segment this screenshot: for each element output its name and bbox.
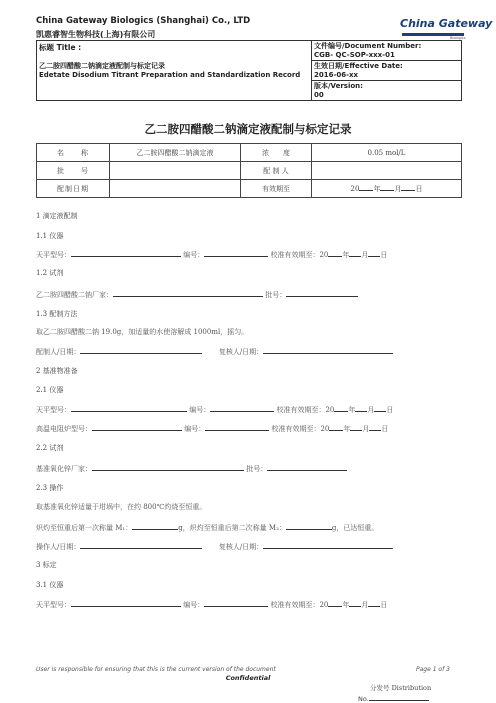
m2-field[interactable] <box>286 522 332 530</box>
section-3-1-heading: 3.1 仪器 <box>36 581 64 589</box>
balance-number-label: 编号： <box>183 601 205 609</box>
logo-text: China Gateway <box>400 17 493 30</box>
section-1-1-heading: 1.1 仪器 <box>36 232 64 240</box>
day-unit: 日 <box>415 185 423 193</box>
concentration-label: 浓 度 <box>241 144 312 162</box>
row-weighing <box>36 522 378 533</box>
edta-lot-field[interactable] <box>286 289 358 297</box>
version-cell <box>312 81 462 101</box>
effective-date-label: 生效日期/Effective Date: <box>314 62 403 70</box>
balance-number-field[interactable] <box>204 599 268 607</box>
furnace-number-field[interactable] <box>205 423 269 431</box>
section-1-2-heading: 1.2 试剂 <box>36 269 64 277</box>
valid-year-prefix: 20 <box>350 185 360 193</box>
m2-label: g，炽灼至恒重后第二次称量 M₂： <box>178 524 286 532</box>
document-header-table <box>36 40 462 101</box>
month-unit: 月 <box>361 601 369 609</box>
preparer-date-field[interactable] <box>80 346 202 354</box>
section-2-heading: 2 基准物准备 <box>36 367 78 375</box>
title-en: Edetate Disodium Titrant Preparation and Standardization Record <box>39 71 301 79</box>
concentration-value: 0.05 mol/L <box>312 144 462 162</box>
row-balance-2 <box>36 404 393 415</box>
edta-maker-label: 乙二胺四醋酸二钠厂家： <box>36 291 113 299</box>
doc-number-label: 文件编号/Document Number: <box>314 42 422 50</box>
version: 00 <box>314 90 324 99</box>
furnace-model-label: 高温电阻炉型号： <box>36 425 92 433</box>
version-label: 版本/Version: <box>314 82 363 90</box>
valid-until-label: 有效期至 <box>241 180 312 198</box>
doc-number: CGB- QC-SOP-xxx-01 <box>314 50 395 59</box>
edta-maker-field[interactable] <box>113 289 263 297</box>
reviewer-date-field[interactable] <box>263 346 393 354</box>
section-2-3-heading: 2.3 操作 <box>36 484 64 492</box>
company-logo <box>398 12 493 40</box>
batch-label: 批 号 <box>37 162 110 180</box>
calib-valid-label: 校准有效期至：20 <box>271 425 330 433</box>
balance-model-field[interactable] <box>71 249 181 257</box>
furnace-model-field[interactable] <box>92 423 182 431</box>
zno-maker-label: 基准氧化锌厂家： <box>36 465 92 473</box>
company-name-cn: 凯惠睿智生物科技(上海)有限公司 <box>36 30 156 39</box>
balance-number-label: 编号： <box>189 406 211 414</box>
footer-page-number: Page 1 of 3 <box>416 666 450 673</box>
operation-text: 取基准氧化锌适量于坩埚中，在约 800℃灼烧至恒重。 <box>36 503 207 511</box>
zno-lot-field[interactable] <box>267 463 347 471</box>
month-unit: 月 <box>394 185 402 193</box>
month-unit: 月 <box>367 406 375 414</box>
footer-confidential: Confidential <box>225 674 271 682</box>
year-unit: 年 <box>342 251 350 259</box>
footer-responsibility: User is responsible for ensuring that this is the current version of the document <box>36 666 276 673</box>
reviewer-date-label: 复核人/日期： <box>218 543 264 551</box>
effective-date: 2016-06-xx <box>314 70 359 79</box>
row-furnace <box>36 423 388 434</box>
method-text: 取乙二胺四醋酸二钠 19.0g，加适量的水使溶解成 1000ml，摇匀。 <box>36 328 249 336</box>
doc-number-cell <box>312 41 462 61</box>
balance-number-label: 编号： <box>183 251 205 259</box>
title-cell <box>37 41 312 101</box>
effective-date-cell <box>312 61 462 81</box>
balance-model-label: 天平型号： <box>36 601 71 609</box>
section-3-heading: 3 标定 <box>36 561 57 569</box>
balance-number-field[interactable] <box>210 404 274 412</box>
day-unit: 日 <box>380 601 388 609</box>
year-unit: 年 <box>348 406 356 414</box>
operator-date-label: 操作人/日期： <box>36 543 81 551</box>
operator-date-field[interactable] <box>80 541 202 549</box>
preparer-field[interactable] <box>312 162 462 180</box>
day-unit: 日 <box>380 251 388 259</box>
m1-field[interactable] <box>132 522 178 530</box>
distribution-label: 分发号 Distribution <box>370 684 432 692</box>
name-value: 乙二胺四醋酸二钠滴定液 <box>110 144 241 162</box>
section-1-heading: 1 滴定液配制 <box>36 212 78 220</box>
balance-model-label: 天平型号： <box>36 406 71 414</box>
title-cn: 乙二胺四醋酸二钠滴定液配制与标定记录 <box>39 62 165 70</box>
name-label: 名 称 <box>37 144 110 162</box>
row-prep-signoff <box>36 346 393 357</box>
preparer-label: 配 制 人 <box>241 162 312 180</box>
year-unit: 年 <box>343 425 351 433</box>
edta-lot-label: 批号： <box>265 291 287 299</box>
page-title: 乙二胺四醋酸二钠滴定液配制与标定记录 <box>144 122 352 136</box>
m1-label: 炽灼至恒重后第一次称量 M₁： <box>36 524 133 532</box>
row-edta-maker <box>36 289 358 300</box>
balance-model-label: 天平型号： <box>36 251 71 259</box>
batch-field[interactable] <box>110 162 241 180</box>
year-unit: 年 <box>373 185 381 193</box>
valid-until-field[interactable] <box>312 180 462 198</box>
row-balance-3 <box>36 599 387 610</box>
month-unit: 月 <box>361 251 369 259</box>
zno-maker-field[interactable] <box>92 463 244 471</box>
section-1-3-heading: 1.3 配制方法 <box>36 310 78 318</box>
reviewer-date-field[interactable] <box>263 541 393 549</box>
balance-number-field[interactable] <box>204 249 268 257</box>
company-name-en: China Gateway Biologics (Shanghai) Co., LTD <box>36 16 251 26</box>
calib-valid-label: 校准有效期至：20 <box>270 251 329 259</box>
calib-valid-label: 校准有效期至：20 <box>270 601 329 609</box>
furnace-number-label: 编号： <box>184 425 206 433</box>
row-zno-maker <box>36 463 347 474</box>
section-2-2-heading: 2.2 试剂 <box>36 444 64 452</box>
zno-lot-label: 批号： <box>246 465 268 473</box>
row-balance-1 <box>36 249 387 260</box>
day-unit: 日 <box>381 425 389 433</box>
distribution-no-field[interactable] <box>369 693 429 701</box>
balance-model-field[interactable] <box>71 404 187 412</box>
calib-valid-label: 校准有效期至：20 <box>276 406 335 414</box>
title-label: 标题 Title : <box>39 43 82 52</box>
logo-subtext: Biologics <box>450 36 466 40</box>
prep-date-field[interactable] <box>110 180 241 198</box>
constant-weight-text: g，已达恒重。 <box>331 524 379 532</box>
section-2-1-heading: 2.1 仪器 <box>36 386 64 394</box>
preparer-date-label: 配制人/日期： <box>36 348 81 356</box>
distribution-no-label: No. <box>358 695 369 703</box>
month-unit: 月 <box>362 425 370 433</box>
info-table <box>36 143 462 198</box>
row-op-signoff <box>36 541 393 552</box>
balance-model-field[interactable] <box>71 599 181 607</box>
day-unit: 日 <box>386 406 394 414</box>
reviewer-date-label: 复核人/日期： <box>218 348 264 356</box>
prep-date-label: 配制日期 <box>37 180 110 198</box>
year-unit: 年 <box>342 601 350 609</box>
